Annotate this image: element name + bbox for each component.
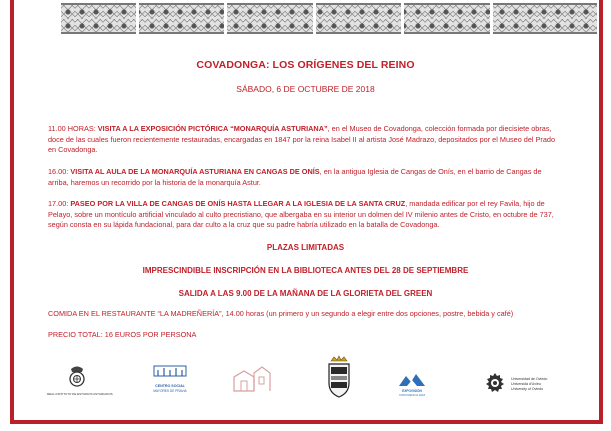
university-caption-2: Universidá d'Uviéu bbox=[511, 382, 541, 386]
schedule-time: 17.00: bbox=[48, 199, 69, 208]
church-building-icon bbox=[230, 363, 272, 393]
centro-social-caption: CENTRO SOCIAL bbox=[155, 384, 185, 388]
schedule-heading: VISITA A LA EXPOSICIÓN PICTÓRICA “MONARQUÍA ASTURIANA” bbox=[97, 124, 328, 133]
banner-divider bbox=[313, 3, 316, 34]
lunch-info: COMIDA EN EL RESTAURANTE “LA MADREÑERÍA”, 14.00 horas (un primero y un segundo a elegir entre dos opciones, postre, bebida y café) bbox=[48, 309, 514, 318]
total-price: PRECIO TOTAL: 16 EUROS POR PERSONA bbox=[48, 330, 197, 339]
event-date: SÁBADO, 6 DE OCTUBRE DE 2018 bbox=[236, 84, 375, 94]
banner-divider bbox=[490, 3, 493, 34]
expovision-subcaption: CONVIVENCIA 2018 bbox=[398, 393, 426, 397]
schedule-time: 11.00 HORAS: bbox=[48, 124, 96, 133]
university-crest-icon bbox=[484, 372, 506, 394]
limited-places-notice: PLAZAS LIMITADAS bbox=[266, 243, 345, 252]
banner-divider bbox=[224, 3, 227, 34]
schedule-item-1 bbox=[48, 124, 564, 156]
registration-notice: IMPRESCINDIBLE INSCRIPCIÓN EN LA BIBLIOTECA ANTES DEL 28 DE SEPTIEMBRE bbox=[142, 266, 469, 275]
banner-divider bbox=[401, 3, 404, 34]
schedule-time: 16.00: bbox=[48, 167, 69, 176]
page-title: COVADONGA: LOS ORÍGENES DEL REINO bbox=[196, 59, 415, 71]
schedule-item-2 bbox=[48, 167, 564, 188]
banner-divider bbox=[136, 3, 139, 34]
schedule-description: , en el Museo de Covadonga, colección formada por diecisiete obras, doce de las cuales fueron recientemente restauradas, encargadas en 1847 por la reina Isabel II al artista José Madrazo, depositados por el Museo del Prado en Covadonga. bbox=[48, 124, 556, 155]
schedule-description: , en la antigua Iglesia de Cangas de Onís, en el barrio de Cangas de arriba, haremos un recorrido por la historia de la monarquía Astur. bbox=[48, 167, 542, 187]
real-instituto-caption: REAL INSTITUTO DE ESTUDIOS ASTURIANOS bbox=[47, 392, 113, 396]
centro-social-subcaption: MAYORES DE PRAVIA bbox=[153, 389, 187, 393]
expovision-caption: EXPOVISIÓN bbox=[402, 389, 422, 393]
centro-social-icon bbox=[150, 364, 190, 378]
departure-notice: SALIDA A LAS 9.00 DE LA MAÑANA DE LA GLORIETA DEL GREEN bbox=[178, 289, 433, 298]
schedule-item-3 bbox=[48, 199, 564, 231]
frame-bottom-border bbox=[10, 420, 603, 424]
real-instituto-crest-icon bbox=[66, 364, 88, 390]
university-caption-1: Universidad de Oviedo bbox=[511, 377, 548, 381]
schedule-description: , mandada edificar por el rey Favila, hijo de Pelayo, sobre un montículo artificial vinculado al culto precristiano, que albergaba en su interior un dolmen del IV milenio antes de Cristo, en octubre de 737, según consta en su lápida fundacional, para dar culto a la cruz que su padre habría utilizado en la batalla de Covadonga. bbox=[48, 199, 554, 230]
decorative-banner bbox=[61, 3, 597, 34]
coat-of-arms-icon bbox=[325, 355, 353, 399]
expovision-logo-icon bbox=[397, 372, 427, 388]
schedule-heading: PASEO POR LA VILLA DE CANGAS DE ONÍS HASTA LLEGAR A LA IGLESIA DE LA SANTA CRUZ bbox=[70, 199, 406, 208]
schedule-heading: VISITA AL AULA DE LA MONARQUÍA ASTURIANA EN CANGAS DE ONÍS bbox=[70, 167, 320, 176]
university-caption-3: University of Oviedo bbox=[511, 387, 544, 391]
